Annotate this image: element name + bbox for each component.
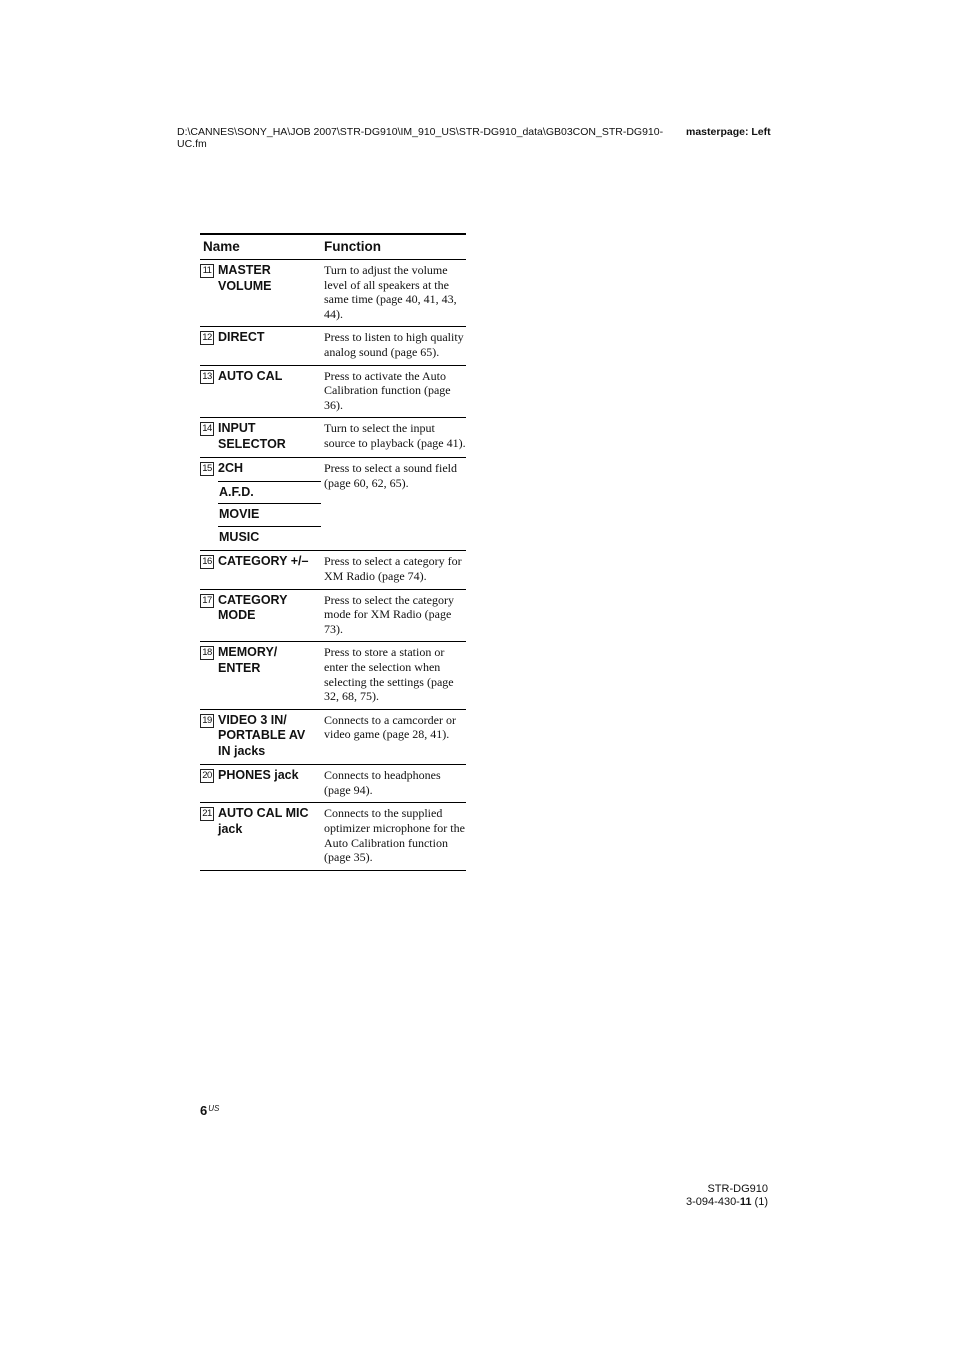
item-number-badge: 14 xyxy=(200,422,214,436)
item-name: CATEGORY MODE xyxy=(218,592,288,623)
item-function: Turn to adjust the volume level of all speakers at the same time (page 40, 41, 43, 44). xyxy=(321,260,466,327)
item-number-badge: 15 xyxy=(200,462,214,476)
item-function: Press to select the category mode for XM Radio (page 73). xyxy=(321,589,466,642)
table-row xyxy=(200,260,466,327)
table-row xyxy=(200,642,466,709)
item-name: MOVIE xyxy=(218,503,321,526)
table-header-row xyxy=(200,234,466,260)
item-name: MUSIC xyxy=(218,526,321,551)
item-name: AUTO CAL MIC jack xyxy=(218,806,309,836)
item-function: Connects to a camcorder or video game (page 28, 41). xyxy=(321,709,466,765)
item-function: Connects to headphones (page 94). xyxy=(321,765,466,803)
footer-code-prefix: 3-094-430- xyxy=(686,1195,740,1208)
header-file-path: D:\CANNES\SONY_HA\JOB 2007\STR-DG910\IM_910_US\STR-DG910_data\GB03CON_STR-DG910-UC.fm xyxy=(177,126,664,150)
page-number-value: 6 xyxy=(200,1103,208,1118)
item-number-badge: 18 xyxy=(200,646,214,660)
item-function: Press to select a sound field (page 60, 62, 65). xyxy=(321,458,466,551)
footer-code-bold: 11 xyxy=(739,1195,752,1208)
item-number-badge: 20 xyxy=(200,769,214,783)
item-name: PHONES jack xyxy=(218,768,299,783)
item-number-badge: 21 xyxy=(200,807,214,821)
table-row xyxy=(200,551,466,589)
page-number-suffix: US xyxy=(208,1104,220,1113)
item-name: MEMORY/ ENTER xyxy=(218,645,278,675)
footer-model-info xyxy=(686,1183,768,1208)
footer-code xyxy=(686,1196,768,1209)
item-function: Press to activate the Auto Calibration function (page 36). xyxy=(321,365,466,418)
table-row xyxy=(200,709,466,765)
item-name: AUTO CAL xyxy=(218,368,283,383)
footer-model: STR-DG910 xyxy=(707,1183,768,1195)
item-name: CATEGORY +/– xyxy=(218,554,309,569)
table-row xyxy=(200,418,466,458)
column-header-function: Function xyxy=(321,234,466,260)
item-number-badge: 19 xyxy=(200,714,214,728)
item-name: A.F.D. xyxy=(218,481,321,504)
item-name: MASTER VOLUME xyxy=(218,263,272,293)
item-number-badge: 17 xyxy=(200,594,214,608)
table-row xyxy=(200,365,466,418)
item-number-badge: 12 xyxy=(200,331,214,345)
item-name: 2CH xyxy=(218,461,244,476)
footer-code-suffix: (1) xyxy=(751,1195,768,1208)
item-number-badge: 16 xyxy=(200,555,214,569)
item-name: VIDEO 3 IN/ PORTABLE AV IN jacks xyxy=(218,712,306,758)
item-name: DIRECT xyxy=(218,330,265,345)
item-function: Press to store a station or enter the selection when selecting the settings (page 32, 68, 75). xyxy=(321,642,466,709)
item-number-badge: 11 xyxy=(200,264,214,278)
page-number xyxy=(200,1103,219,1118)
table-row xyxy=(200,765,466,803)
table-row xyxy=(200,803,466,870)
item-name: INPUT SELECTOR xyxy=(218,421,286,451)
table-row xyxy=(200,327,466,365)
item-function: Connects to the supplied optimizer microphone for the Auto Calibration function (page 35). xyxy=(321,803,466,870)
column-header-name: Name xyxy=(200,234,321,260)
function-table xyxy=(200,233,466,871)
item-function: Press to select a category for XM Radio (page 74). xyxy=(321,551,466,589)
header-masterpage: masterpage: Left xyxy=(686,126,771,138)
item-function: Press to listen to high quality analog sound (page 65). xyxy=(321,327,466,365)
item-function: Turn to select the input source to playback (page 41). xyxy=(321,418,466,458)
table-row xyxy=(200,458,466,551)
table-row xyxy=(200,589,466,642)
item-number-badge: 13 xyxy=(200,370,214,384)
